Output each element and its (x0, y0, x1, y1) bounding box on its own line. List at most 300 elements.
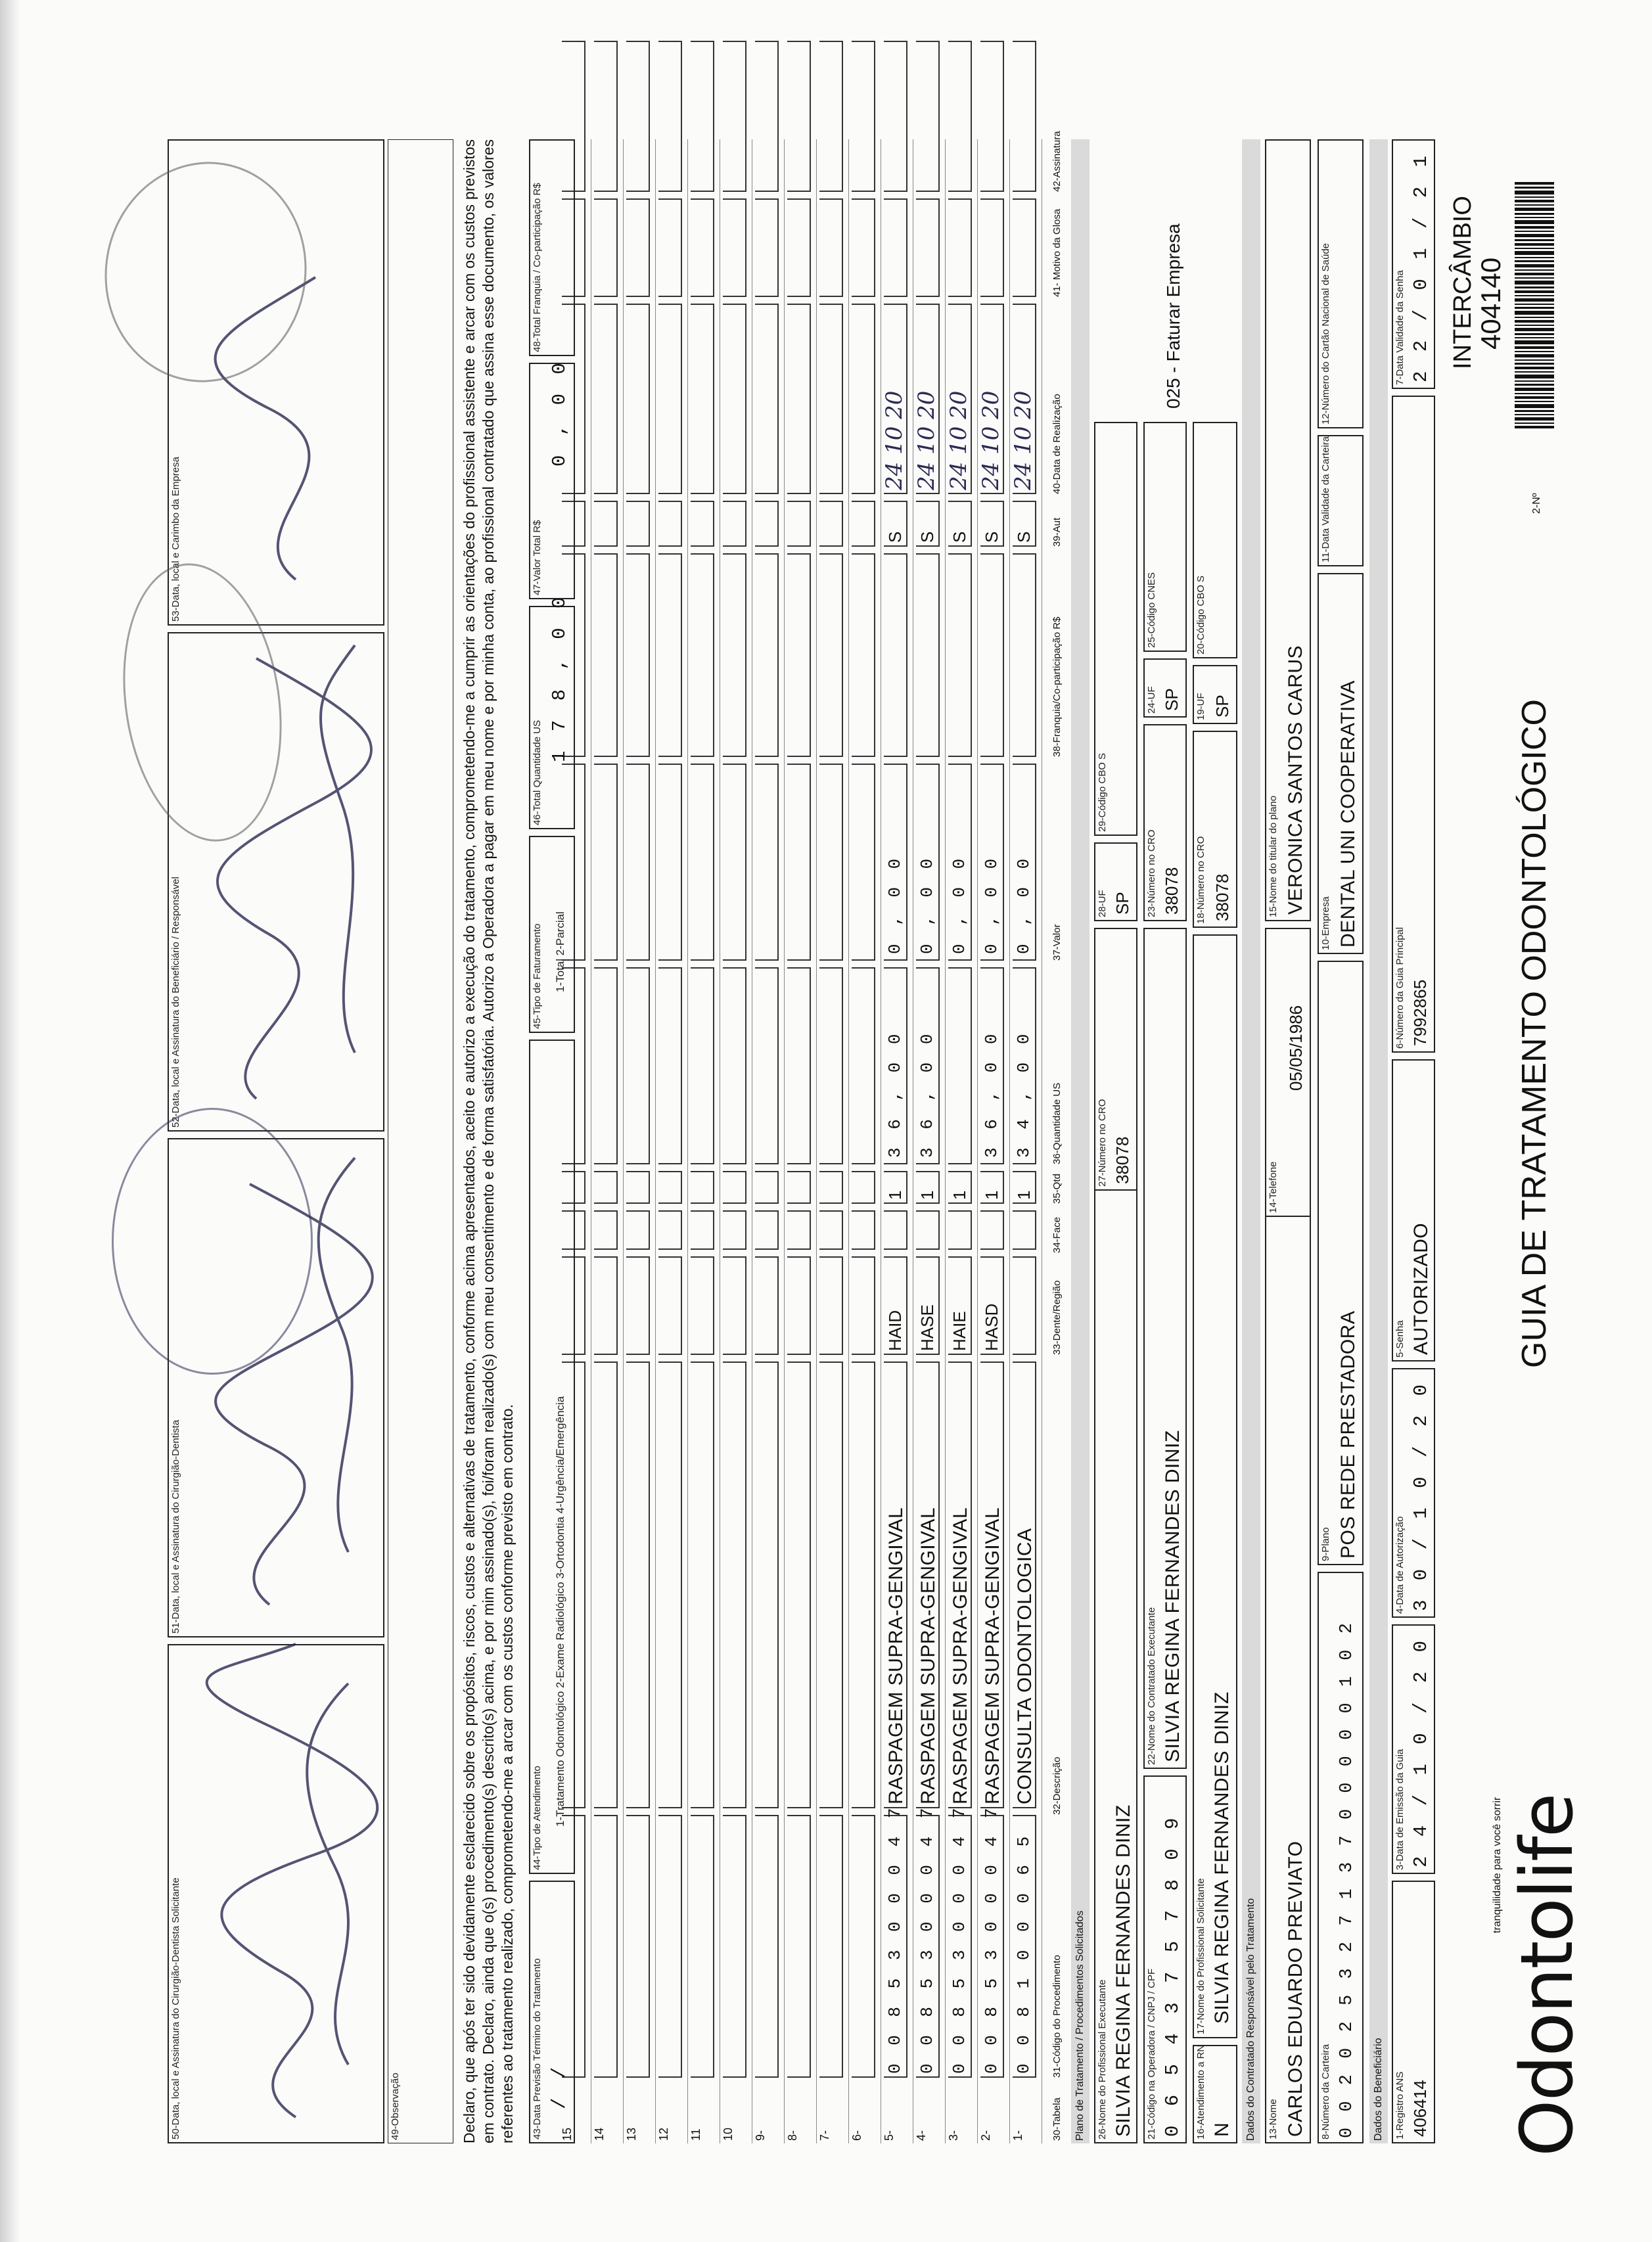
prof-exec-label: 26-Nome do Profissional Executante (1097, 1979, 1108, 2139)
cro23-label: 23-Número no CRO (1146, 829, 1157, 917)
row-cell (691, 1210, 714, 1250)
plano-label: 9-Plano (1320, 1527, 1331, 1561)
data-autorizacao-box (1392, 1368, 1435, 1618)
row-us: 3 4 , 0 0 (1014, 1030, 1034, 1158)
row-number: 4- (915, 2130, 928, 2141)
total-franquia-label: 48-Total Franquia / Co-participação R$ (532, 183, 543, 352)
sig53-label: 53-Data, local e Carimbo da Empresa (170, 457, 181, 622)
row-cell (626, 1361, 650, 1808)
row-us: 3 6 , 0 0 (885, 1030, 905, 1158)
row-number: 14 (593, 2127, 606, 2141)
row-cell (852, 1256, 875, 1355)
table-row (654, 139, 688, 2143)
row-cell (948, 553, 972, 757)
contratado-exec-box (1143, 928, 1187, 1769)
table-row (944, 139, 978, 2143)
cartao-nacional-box (1318, 139, 1364, 428)
valor-total-box (529, 359, 575, 599)
nome-value: CARLOS EDUARDO PREVIATO (1285, 1841, 1306, 2137)
row-cell (1013, 553, 1036, 757)
row-aut: S (982, 531, 1001, 543)
row-number: 12 (657, 2127, 670, 2141)
row-cell (594, 967, 618, 1164)
row-qtd: 1 (950, 1190, 969, 1200)
rn-label: 16-Atendimento a RN (1195, 2044, 1206, 2139)
telefone-label: 14-Telefone (1268, 1161, 1279, 1213)
row-cell (594, 1171, 618, 1204)
row-cell (787, 41, 811, 192)
logo: Odontolife (1505, 1794, 1589, 2157)
row-cell (658, 553, 682, 757)
row-cell (916, 1210, 940, 1250)
row-description: CONSULTA ODONTOLOGICA (1014, 1528, 1036, 1804)
row-cell (626, 1815, 650, 2078)
row-cell (658, 1256, 682, 1355)
cbo29-box (1094, 422, 1137, 836)
row-cell (852, 967, 875, 1164)
row-cell (980, 41, 1004, 192)
row-dente: HAIE (950, 1311, 969, 1351)
termino-value: / / (549, 2063, 570, 2109)
registro-ans-value: 406414 (1410, 2080, 1430, 2137)
row-description: RASPAGEM SUPRA-GENGIVAL (885, 1507, 907, 1804)
col-codigo: 31-Código do Procedimento (1051, 1955, 1063, 2078)
uf-label: 19-UF (1195, 693, 1206, 720)
row-number: 13 (625, 2127, 638, 2141)
senha-label: 5-Senha (1394, 1320, 1406, 1358)
row-cell (1013, 41, 1036, 192)
beneficiario-section: Dados do Beneficiário (1369, 139, 1388, 2143)
plano-box (1318, 961, 1364, 1565)
cbo-label: 20-Código CBO S (1195, 575, 1206, 654)
contratado-exec-label: 22-Nome do Contratado Executante (1146, 1607, 1157, 1765)
row-cell (852, 1361, 875, 1808)
row-cell (852, 198, 875, 297)
row-cell (626, 967, 650, 1164)
row-cell (755, 198, 779, 297)
row-cell (852, 1815, 875, 2078)
nascimento-value: 05/05/1986 (1286, 1005, 1306, 1091)
row-cell (916, 41, 940, 192)
row-cell (755, 41, 779, 192)
row-code: 0 0 8 5 3 0 0 0 4 7 (982, 1804, 1001, 2074)
prof-solicitante-label: 17-Nome do Profissional Solicitante (1195, 1878, 1206, 2034)
total-us-value: 1 7 8 , 0 0 (549, 593, 570, 762)
validade-senha-label: 7-Data Validade da Senha (1394, 270, 1406, 385)
row-cell (658, 41, 682, 192)
row-cell (1013, 198, 1036, 297)
row-cell (658, 1171, 682, 1204)
row-cell (691, 1815, 714, 2078)
row-cell (658, 764, 682, 961)
row-valor: 0 , 0 0 (1014, 854, 1034, 954)
tipo-atendimento-label: 44-Tipo de Atendimento (532, 1766, 543, 1870)
row-cell (594, 1210, 618, 1250)
cro-label: 18-Número no CRO (1195, 836, 1206, 924)
table-row (880, 139, 913, 2143)
row-cell (626, 1210, 650, 1250)
row-cell (626, 198, 650, 297)
empresa-box (1318, 573, 1364, 954)
row-cell (884, 1210, 907, 1250)
total-franquia-box (529, 139, 575, 356)
row-cell (916, 198, 940, 297)
codigo-operadora-label: 21-Código na Operadora / CNPJ / CPF (1146, 1968, 1157, 2139)
table-row (912, 139, 946, 2143)
codigo-operadora-box (1143, 1775, 1187, 2143)
row-cell (594, 764, 618, 961)
col-franquia: 38-Franquia/Co-participação R$ (1051, 616, 1063, 757)
row-cell (723, 304, 746, 494)
row-number: 11 (689, 2128, 702, 2141)
row-cell (852, 304, 875, 494)
row-description: RASPAGEM SUPRA-GENGIVAL (950, 1507, 971, 1804)
row-cell (691, 501, 714, 547)
row-cell (787, 967, 811, 1164)
row-cell (626, 501, 650, 547)
barcode (1515, 179, 1554, 428)
row-cell (723, 501, 746, 547)
row-cell (594, 1361, 618, 1808)
row-cell (819, 198, 843, 297)
row-cell (819, 1210, 843, 1250)
tipo-atendimento-box (529, 1040, 575, 1874)
titular-label: 15-Nome do titular do plano (1268, 795, 1279, 917)
contratado-exec-value: SILVIA REGINA FERNANDES DINIZ (1162, 1430, 1183, 1762)
row-cell (787, 1815, 811, 2078)
sig50-label: 50-Data, local e Assinatura do Cirurgião-Dentista Solicitante (170, 1877, 181, 2139)
row-cell (755, 1256, 779, 1355)
row-cell (755, 304, 779, 494)
row-cell (787, 1171, 811, 1204)
row-cell (819, 1815, 843, 2078)
guia-principal-label: 6-Número da Guia Principal (1394, 927, 1406, 1049)
row-cell (691, 1171, 714, 1204)
row-aut: S (950, 531, 969, 543)
plano-value: POS REDE PRESTADORA (1337, 1310, 1359, 1559)
row-cell (819, 41, 843, 192)
table-row (1009, 139, 1042, 2143)
row-data-realizacao: 24 10 20 (978, 390, 1004, 490)
row-cell (626, 764, 650, 961)
row-cell (691, 198, 714, 297)
col-assinatura: 42-Assinatura (1051, 131, 1063, 192)
carteira-value: 0 0 2 0 2 5 3 2 7 1 3 7 0 0 0 0 0 1 0 2 (1337, 1620, 1357, 2138)
cro23-box (1143, 724, 1187, 921)
sig52-label: 52-Data, local e Assinatura do Beneficiário / Responsável (170, 877, 181, 1128)
row-cell (626, 41, 650, 192)
row-cell (884, 553, 907, 757)
tipo-atendimento-options: 1-Tratamento Odontológico 2-Exame Radiológico 3-Ortodontia 4-Urgência/Emergência (554, 1396, 566, 1827)
cbo-box (1193, 422, 1237, 658)
data-emissao-box (1392, 1624, 1435, 1874)
faturar-empresa: 025 - Faturar Empresa (1163, 223, 1183, 409)
validade-carteira-box (1318, 435, 1364, 566)
row-cell (755, 1361, 779, 1808)
row-cell (658, 304, 682, 494)
row-cell (594, 304, 618, 494)
row-cell (594, 41, 618, 192)
col-aut: 39-Aut (1051, 517, 1063, 547)
col-tabela: 30-Tabela (1051, 2097, 1063, 2141)
data-autorizacao-value: 3 0 / 1 0 / 2 0 (1410, 1380, 1432, 1611)
row-cell (755, 553, 779, 757)
row-cell (787, 553, 811, 757)
row-cell (594, 553, 618, 757)
row-number: 7- (818, 2130, 831, 2141)
row-qtd: 1 (982, 1190, 1001, 1200)
guide-type: INTERCÂMBIO (1449, 196, 1477, 369)
row-cell (755, 1815, 779, 2078)
logo-slogan: tranquilidade para você sorrir (1492, 1796, 1503, 1933)
row-cell (755, 501, 779, 547)
total-us-box (529, 593, 575, 829)
row-cell (1013, 1256, 1036, 1355)
row-code: 0 0 8 1 0 0 0 6 5 (1014, 1832, 1034, 2074)
row-cell (755, 1171, 779, 1204)
registro-ans-label: 1-Registro ANS (1394, 2071, 1406, 2139)
row-cell (723, 1361, 746, 1808)
row-cell (723, 967, 746, 1164)
plano-section: Plano de Tratamento / Procedimentos Solicitados (1071, 139, 1090, 2143)
row-cell (980, 198, 1004, 297)
uf28-value: SP (1113, 892, 1132, 915)
cnes-box (1143, 422, 1187, 652)
declaracao-text: Declaro, que após ter sido devidamente esclarecido sobre os propósitos, riscos, custos e alternativas de tratamento, conforme acima apresentados, aceito e autorizo a execução do tratamento, comprometendo-me a cumprir as orientações do profissional assistente e arcar com os custos previstos em contrato. Declaro, ainda que o(s) procedimento(s) descrito(s) acima, e por mim assinado(s), foi/foram realizado(s) com meu consentimento e de forma satisfatória. Autorizo a Operadora a pagar em meu nome e por minha conta, ao profissional contratado que assina esse documento, os valores referentes ao tratamento realizado, comprometendo-me a arcar com os custos conforme previsto em contrato. (461, 139, 516, 2143)
row-code: 0 0 8 5 3 0 0 0 4 7 (917, 1804, 937, 2074)
table-row (622, 139, 656, 2143)
row-cell (948, 967, 972, 1164)
row-dente: HASD (982, 1303, 1001, 1351)
row-valor: 0 , 0 0 (885, 854, 905, 954)
table-row (848, 139, 881, 2143)
row-number: 8- (786, 2130, 799, 2141)
guia-principal-box (1392, 396, 1435, 1053)
row-dente: HASE (917, 1304, 937, 1351)
col-glosa: 41- Motivo da Glosa (1051, 208, 1063, 297)
row-cell (658, 967, 682, 1164)
col-valor: 37-Valor (1051, 924, 1063, 961)
row-cell (723, 1210, 746, 1250)
row-dente: HAID (885, 1310, 905, 1351)
row-cell (1013, 1210, 1036, 1250)
row-cell (723, 198, 746, 297)
validade-senha-box (1392, 139, 1435, 389)
data-emissao-label: 3-Data de Emissão da Guia (1394, 1749, 1406, 1870)
rn-box (1193, 2045, 1237, 2143)
row-cell (948, 198, 972, 297)
row-cell (787, 304, 811, 494)
row-valor: 0 , 0 0 (982, 854, 1001, 954)
col-qtd: 35-Qtd (1051, 1174, 1063, 1204)
senha-value: AUTORIZADO (1410, 1222, 1432, 1355)
row-cell (819, 1361, 843, 1808)
guide-number: 404140 (1475, 257, 1506, 350)
prof-exec-value: SILVIA REGINA FERNANDES DINIZ (1113, 1804, 1134, 2137)
uf24-label: 24-UF (1146, 686, 1157, 714)
row-cell (787, 1210, 811, 1250)
signature-oval (112, 1108, 313, 1375)
row-cell (691, 1361, 714, 1808)
cro27-label: 27-Número no CRO (1097, 1099, 1108, 1187)
row-cell (594, 1256, 618, 1355)
row-cell (819, 764, 843, 961)
row-cell (980, 1210, 1004, 1250)
guia-principal-value: 7992865 (1410, 979, 1430, 1046)
titular-box (1265, 139, 1311, 921)
row-aut: S (1014, 531, 1034, 543)
col-quantidade-us: 36-Quantidade US (1051, 1082, 1063, 1164)
row-aut: S (917, 531, 937, 543)
row-cell (658, 198, 682, 297)
tipo-faturamento-box (529, 836, 575, 1033)
row-cell (594, 501, 618, 547)
row-cell (852, 1171, 875, 1204)
row-number: 15 (561, 2127, 574, 2141)
row-number: 6- (850, 2130, 863, 2141)
observacao-label: 49-Observação (390, 2072, 401, 2140)
row-cell (691, 764, 714, 961)
row-us: 3 6 , 0 0 (917, 1030, 937, 1158)
row-code: 0 0 8 5 3 0 0 0 4 7 (950, 1804, 969, 2074)
row-cell (755, 1210, 779, 1250)
sig51-label: 51-Data, local e Assinatura do Cirurgião-Dentista (170, 1419, 181, 1634)
row-cell (787, 1256, 811, 1355)
row-cell (819, 304, 843, 494)
row-valor: 0 , 0 0 (917, 854, 937, 954)
row-cell (852, 501, 875, 547)
row-cell (948, 41, 972, 192)
row-description: RASPAGEM SUPRA-GENGIVAL (917, 1507, 939, 1804)
row-data-realizacao: 24 10 20 (1010, 390, 1036, 490)
data-autorizacao-label: 4-Data de Autorização (1394, 1516, 1406, 1614)
row-qtd: 1 (885, 1190, 905, 1200)
row-cell (658, 1361, 682, 1808)
col-face: 34-Face (1051, 1216, 1063, 1253)
table-row (719, 139, 752, 2143)
row-cell (626, 553, 650, 757)
row-cell (594, 1815, 618, 2078)
barcode-icon (1515, 179, 1554, 428)
contratado-section: Dados do Contratado Responsável pelo Tratamento (1242, 139, 1260, 2143)
row-cell (980, 553, 1004, 757)
cnes-label: 25-Código CNES (1146, 572, 1157, 648)
row-cell (819, 553, 843, 757)
row-cell (819, 501, 843, 547)
row-cell (787, 764, 811, 961)
row-cell (626, 304, 650, 494)
row-valor: 0 , 0 0 (950, 854, 969, 954)
cro-box (1193, 731, 1237, 928)
row-cell (755, 764, 779, 961)
table-row (976, 139, 1010, 2143)
termino-label: 43-Data Previsão Término do Tratamento (532, 1958, 543, 2139)
uf24-value: SP (1162, 688, 1182, 711)
senha-box (1392, 1059, 1435, 1361)
row-cell (691, 41, 714, 192)
row-cell (723, 1815, 746, 2078)
row-cell (691, 967, 714, 1164)
row-number: 10 (722, 2127, 735, 2141)
row-cell (594, 198, 618, 297)
row-cell (691, 304, 714, 494)
page-title: GUIA DE TRATAMENTO ODONTOLÓGICO (1515, 699, 1553, 1368)
row-cell (787, 501, 811, 547)
row-cell (852, 41, 875, 192)
row-qtd: 1 (1014, 1190, 1034, 1200)
validade-senha-value: 2 2 / 0 1 / 2 1 (1410, 151, 1432, 382)
row-cell (723, 1171, 746, 1204)
registro-ans-box (1392, 1881, 1435, 2143)
cro27-box (1094, 928, 1137, 1191)
row-cell (787, 198, 811, 297)
valor-total-value: 0 , 0 0 (549, 359, 570, 467)
codigo-operadora-value: 0 6 5 4 3 7 5 7 8 0 9 (1162, 1814, 1183, 2137)
row-aut: S (885, 531, 905, 543)
col-descricao: 32-Descrição (1051, 1756, 1063, 1815)
row-cell (755, 967, 779, 1164)
row-cell (723, 1256, 746, 1355)
row-data-realizacao: 24 10 20 (881, 390, 907, 490)
rn-value: N (1211, 2122, 1233, 2137)
uf-value: SP (1212, 695, 1232, 718)
tipo-faturamento-label: 45-Tipo de Faturamento (532, 923, 543, 1029)
row-cell (691, 1256, 714, 1355)
uf28-box (1094, 842, 1137, 921)
row-cell (787, 1361, 811, 1808)
row-number: 1- (1011, 2130, 1024, 2141)
col-dente: 33-Dente/Região (1051, 1280, 1063, 1355)
uf24-box (1143, 658, 1187, 718)
nome-label: 13-Nome (1268, 2099, 1279, 2139)
via-label: 2-Nº (1531, 493, 1542, 514)
row-qtd: 1 (917, 1190, 937, 1200)
carteira-box (1318, 1572, 1364, 2143)
total-us-label: 46-Total Quantidade US (532, 720, 543, 825)
col-data: 40-Data de Realização (1051, 394, 1063, 494)
row-cell (723, 41, 746, 192)
row-cell (658, 501, 682, 547)
carteira-label: 8-Número da Carteira (1320, 2044, 1331, 2139)
row-cell (723, 764, 746, 961)
row-cell (852, 764, 875, 961)
validade-carteira-label: 11-Data Validade da Carteira (1320, 436, 1331, 562)
row-code: 0 0 8 5 3 0 0 0 4 7 (885, 1804, 905, 2074)
table-row (751, 139, 785, 2143)
row-cell (819, 1256, 843, 1355)
prof-solicitante-box (1193, 934, 1237, 2038)
cro23-value: 38078 (1162, 867, 1182, 915)
row-cell (723, 553, 746, 757)
telefone-box (1265, 928, 1311, 1217)
row-number: 3- (947, 2130, 960, 2141)
empresa-label: 10-Empresa (1320, 896, 1331, 950)
cro-value: 38078 (1212, 873, 1232, 921)
cro27-value: 38078 (1113, 1136, 1132, 1184)
termino-box (529, 1881, 575, 2143)
row-cell (852, 1210, 875, 1250)
table-row (590, 139, 624, 2143)
row-cell (626, 1256, 650, 1355)
row-cell (658, 1210, 682, 1250)
table-row (687, 139, 720, 2143)
row-data-realizacao: 24 10 20 (946, 390, 972, 490)
uf-box (1193, 665, 1237, 724)
row-number: 2- (979, 2130, 992, 2141)
empresa-value: DENTAL UNI COOPERATIVA (1337, 680, 1359, 948)
row-cell (819, 1171, 843, 1204)
row-description: RASPAGEM SUPRA-GENGIVAL (982, 1507, 1003, 1804)
